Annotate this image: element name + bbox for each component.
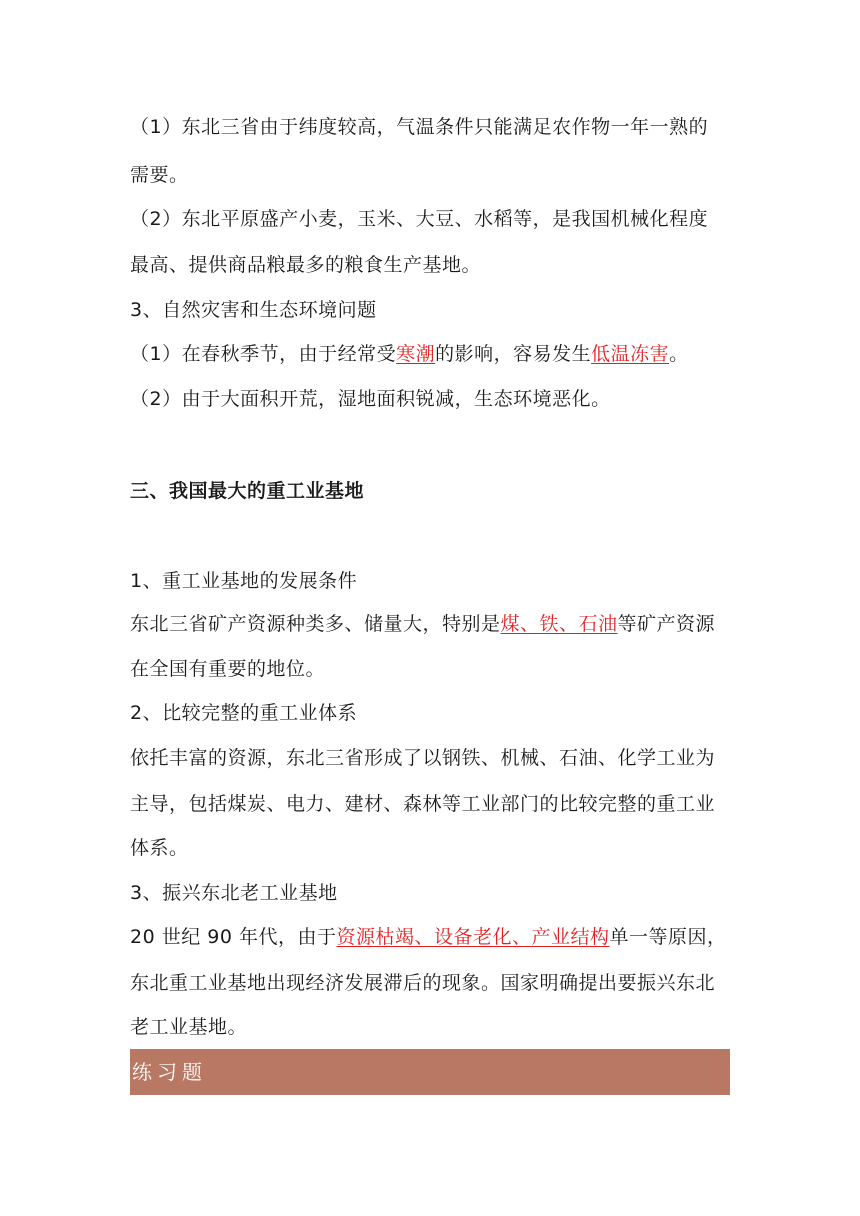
highlight-text: 寒潮 [396,343,436,365]
highlight-text: 资源枯竭、设备老化、产业结构 [336,926,610,948]
paragraph-line: 体系。 [130,837,189,859]
exercise-banner-label: 练习题 [132,1060,207,1084]
text-run: 东北三省矿产资源种类多、储量大，特别是 [130,613,501,635]
text-run: 单一等原因， [609,926,727,948]
text-run: 的影响，容易发生 [435,343,592,365]
paragraph-line: （2）东北平原盛产小麦，玉米、大豆、水稻等，是我国机械化程度 [130,208,709,230]
paragraph-line: 东北重工业基地出现经济发展滞后的现象。国家明确提出要振兴东北 [130,972,716,994]
paragraph-line: 老工业基地。 [130,1016,248,1038]
paragraph-line: 主导，包括煤炭、电力、建材、森林等工业部门的比较完整的重工业 [130,793,716,815]
subheading: 3、振兴东北老工业基地 [130,882,338,904]
text-run: （1）在春秋季节，由于经常受 [130,343,397,365]
text-run: 。 [669,343,689,365]
subheading: 2、比较完整的重工业体系 [130,702,358,724]
subheading: 1、重工业基地的发展条件 [130,570,358,592]
exercise-banner [130,1049,730,1095]
paragraph-line: 需要。 [130,164,189,186]
paragraph-line: 依托丰富的资源，东北三省形成了以钢铁、机械、石油、化学工业为 [130,747,716,769]
text-run: 等矿产资源 [617,613,716,635]
paragraph-line: 在全国有重要的地位。 [130,658,326,680]
paragraph-line [130,341,689,367]
paragraph-line: 最高、提供商品粮最多的粮食生产基地。 [130,254,482,276]
paragraph-line [130,611,715,637]
highlight-text: 低温冻害 [591,343,670,365]
paragraph-line: （2）由于大面积开荒，湿地面积锐减，生态环境恶化。 [130,388,611,410]
paragraph-line [130,924,727,950]
highlight-text: 煤、铁、石油 [500,613,618,635]
text-run: 20 世纪 90 年代，由于 [130,926,337,948]
subheading: 3、自然灾害和生态环境问题 [130,299,377,321]
section-heading: 三、我国最大的重工业基地 [130,480,365,502]
paragraph-line: （1）东北三省由于纬度较高，气温条件只能满足农作物一年一熟的 [130,116,709,138]
